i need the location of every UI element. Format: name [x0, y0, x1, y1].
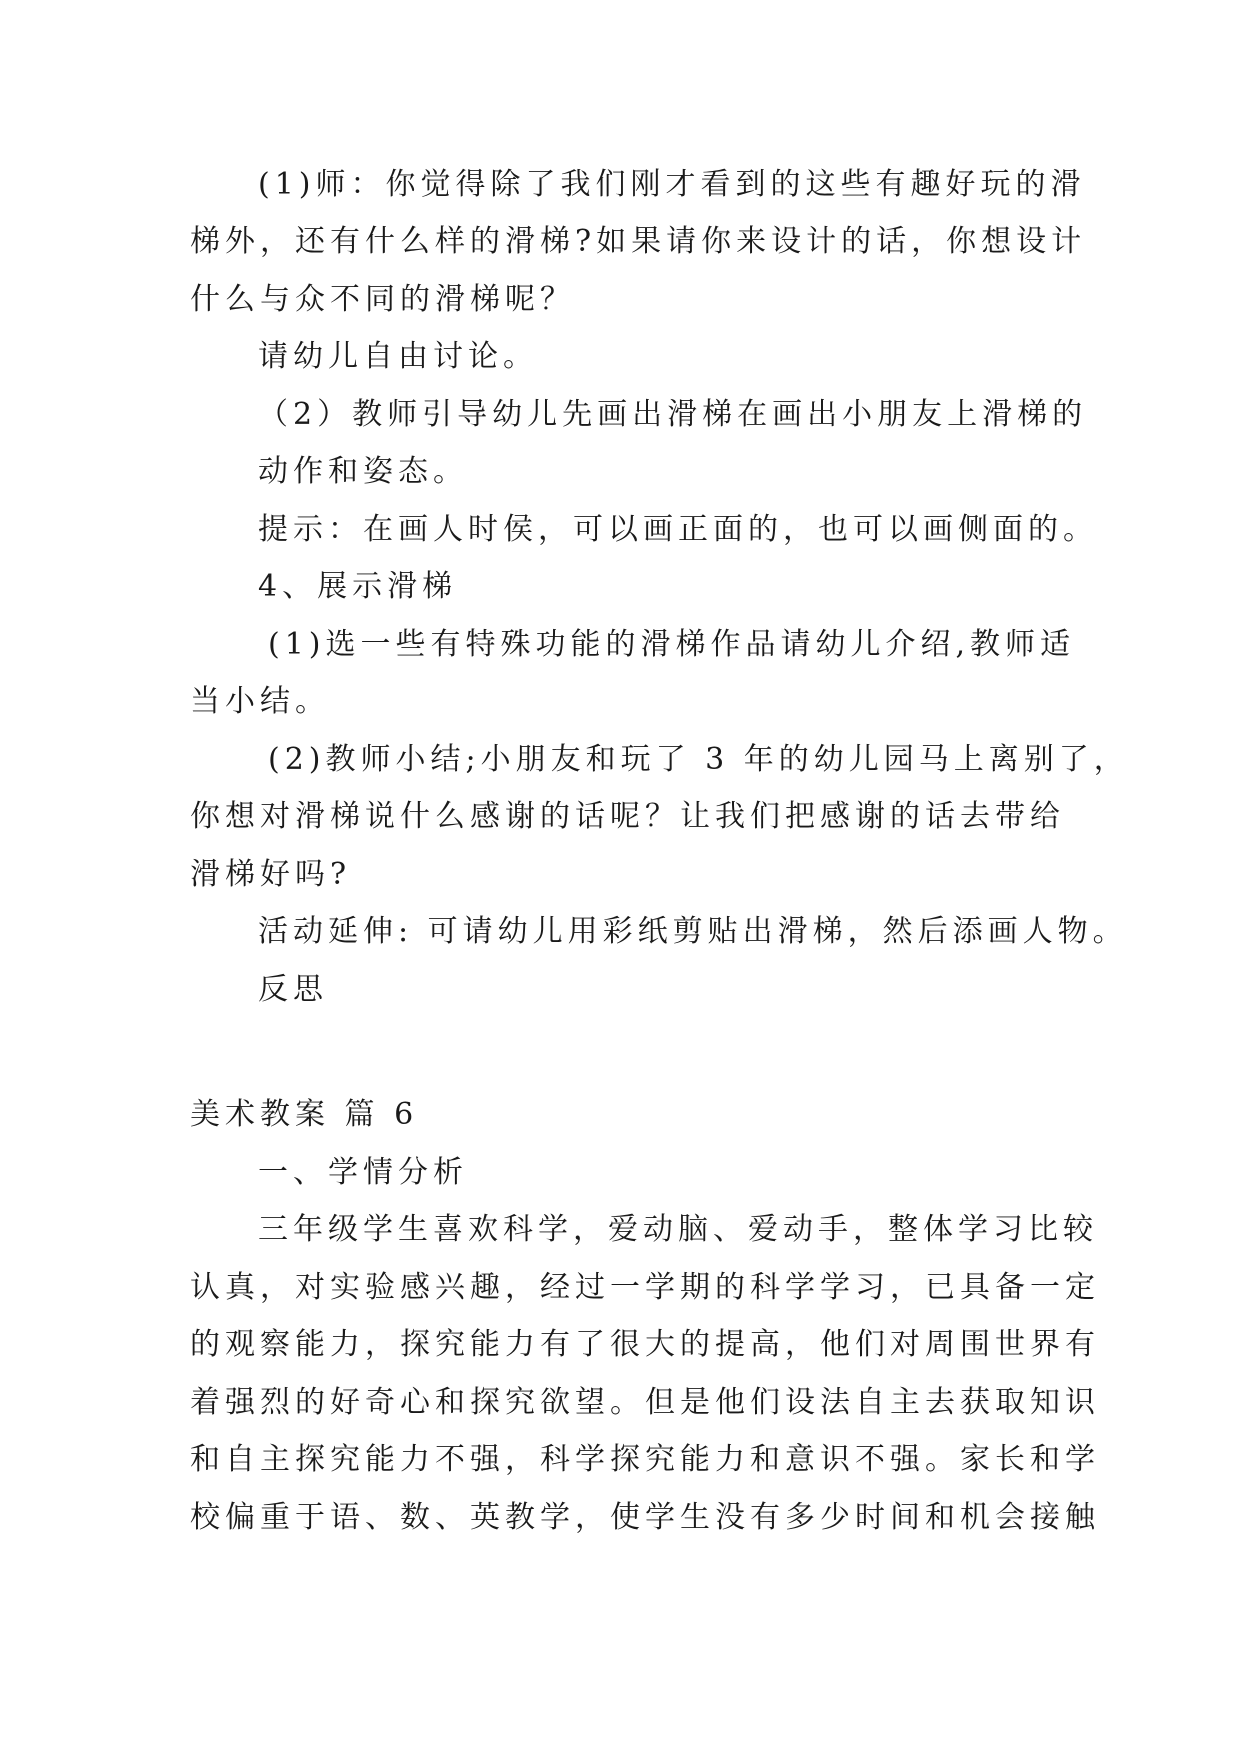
- paragraph-line: 认真，对实验感兴趣，经过一学期的科学学习，已具备一定: [190, 1270, 1100, 1305]
- paragraph-line: 动作和姿态。: [258, 454, 468, 489]
- paragraph-line: 当小结。: [190, 684, 330, 719]
- section-heading: 一、学情分析: [258, 1155, 468, 1190]
- section-heading: 4、展示滑梯: [258, 569, 458, 604]
- paragraph-line: 反思: [258, 972, 328, 1007]
- paragraph-line: (1)选一些有特殊功能的滑梯作品请幼儿介绍,教师适: [268, 627, 1076, 662]
- paragraph-line: 和自主探究能力不强，科学探究能力和意识不强。家长和学: [190, 1442, 1100, 1477]
- paragraph-line: 校偏重于语、数、英教学，使学生没有多少时间和机会接触: [190, 1500, 1100, 1535]
- paragraph-line: 梯外，还有什么样的滑梯?如果请你来设计的话，你想设计: [190, 224, 1087, 259]
- paragraph-line: 着强烈的好奇心和探究欲望。但是他们设法自主去获取知识: [190, 1385, 1100, 1420]
- paragraph-line: 请幼儿自由讨论。: [258, 339, 538, 374]
- paragraph-line: 三年级学生喜欢科学，爱动脑、爱动手，整体学习比较: [258, 1212, 1098, 1247]
- paragraph-line: 你想对滑梯说什么感谢的话呢？让我们把感谢的话去带给: [190, 799, 1065, 834]
- paragraph-line: (2)教师小结;小朋友和玩了 3 年的幼儿园马上离别了，: [268, 742, 1129, 777]
- paragraph-line: （2）教师引导幼儿先画出滑梯在画出小朋友上滑梯的: [258, 397, 1088, 432]
- paragraph-line: 活动延伸: 可请幼儿用彩纸剪贴出滑梯，然后添画人物。: [258, 914, 1128, 949]
- paragraph-line: (1)师：你觉得除了我们刚才看到的这些有趣好玩的滑: [258, 167, 1086, 202]
- paragraph-line: 什么与众不同的滑梯呢？: [190, 282, 575, 317]
- section-title: 美术教案 篇 6: [190, 1097, 419, 1132]
- paragraph-line: 滑梯好吗?: [190, 857, 352, 892]
- paragraph-line: 提示：在画人时侯，可以画正面的，也可以画侧面的。: [258, 512, 1098, 547]
- paragraph-line: 的观察能力，探究能力有了很大的提高，他们对周围世界有: [190, 1327, 1100, 1362]
